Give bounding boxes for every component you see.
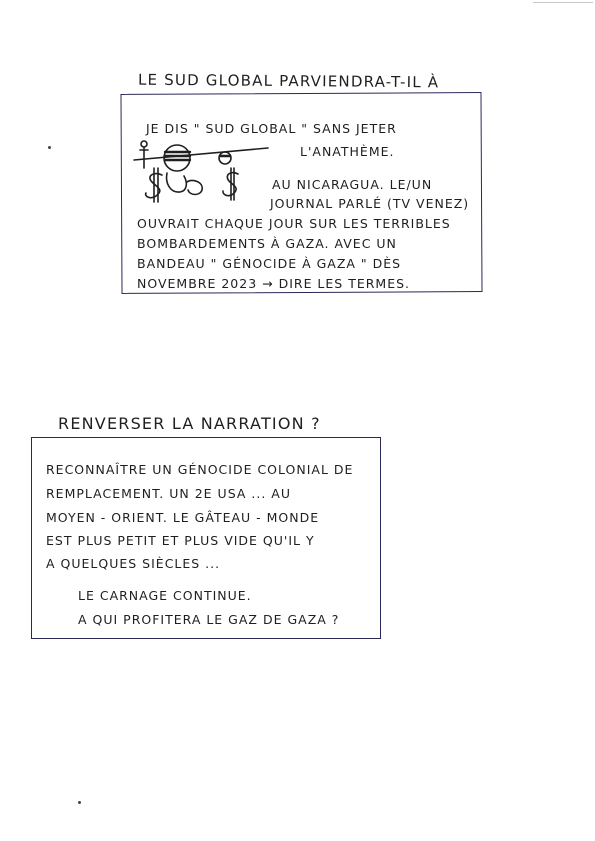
scan-speck <box>48 146 51 149</box>
dollar-people-doodle-icon <box>132 138 272 203</box>
section2-title: RENVERSER LA NARRATION ? <box>58 414 321 433</box>
section1-title: LE SUD GLOBAL PARVIENDRA-T-IL À <box>137 70 440 92</box>
section1-line-6: BOMBARDEMENTS À GAZA. AVEC UN <box>137 236 397 251</box>
section2-line-2: REMPLACEMENT. UN 2E USA ... AU <box>46 486 291 501</box>
section1-line-8: NOVEMBRE 2023 → DIRE LES TERMES. <box>137 276 411 291</box>
section1-line-7: BANDEAU " GÉNOCIDE À GAZA " DÈS <box>137 256 402 271</box>
section2-line-1: RECONNAÎTRE UN GÉNOCIDE COLONIAL DE <box>46 462 354 477</box>
section1-line-2: L'ANATHÈME. <box>300 144 395 159</box>
section1-line-4: JOURNAL PARLÉ (TV VENEZ) <box>270 196 470 211</box>
section1-line-3: AU NICARAGUA. LE/UN <box>272 177 433 192</box>
scan-edge-line <box>533 2 593 3</box>
scan-speck <box>78 801 81 804</box>
section1-line-5: OUVRAIT CHAQUE JOUR SUR LES TERRIBLES <box>137 216 451 231</box>
section2-line-4: EST PLUS PETIT ET PLUS VIDE QU'IL Y <box>46 533 315 548</box>
section2-line-5: A QUELQUES SIÈCLES ... <box>46 556 221 571</box>
section1-line-1: JE DIS " SUD GLOBAL " SANS JETER <box>146 121 397 136</box>
section2-line-7: A QUI PROFITERA LE GAZ DE GAZA ? <box>78 612 340 627</box>
section2-line-3: MOYEN - ORIENT. LE GÂTEAU - MONDE <box>46 510 320 525</box>
section2-line-6: LE CARNAGE CONTINUE. <box>78 588 252 603</box>
